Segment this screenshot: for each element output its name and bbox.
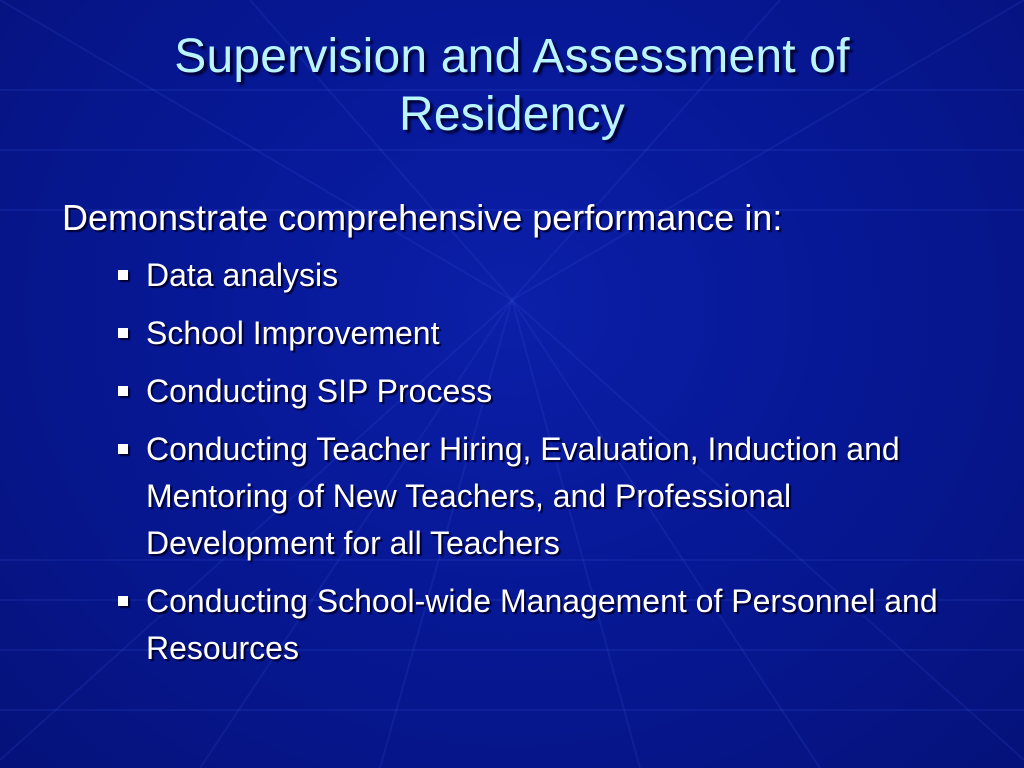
list-item	[114, 426, 962, 567]
slide-title: Supervision and Assessment of Residency	[174, 30, 850, 141]
square-bullet-icon	[118, 596, 128, 606]
list-item-text: Data analysis	[146, 257, 339, 293]
square-bullet-icon	[118, 386, 128, 396]
slide-body	[62, 192, 962, 683]
list-item-text: Conducting School-wide Management of Personnel and Resources	[146, 583, 938, 666]
list-item	[114, 252, 962, 299]
list-item-text: Conducting Teacher Hiring, Evaluation, Induction and Mentoring of New Teachers, and Professional Development for all Teachers	[146, 431, 900, 561]
square-bullet-icon	[118, 328, 128, 338]
list-item	[114, 368, 962, 415]
list-item-text: School Improvement	[146, 315, 440, 351]
list-item-text: Conducting SIP Process	[146, 373, 493, 409]
square-bullet-icon	[118, 444, 128, 454]
list-item	[114, 578, 962, 672]
list-item	[114, 310, 962, 357]
square-bullet-icon	[118, 270, 128, 280]
lead-text: Demonstrate comprehensive performance in:	[62, 197, 783, 238]
bullet-list	[62, 252, 962, 672]
